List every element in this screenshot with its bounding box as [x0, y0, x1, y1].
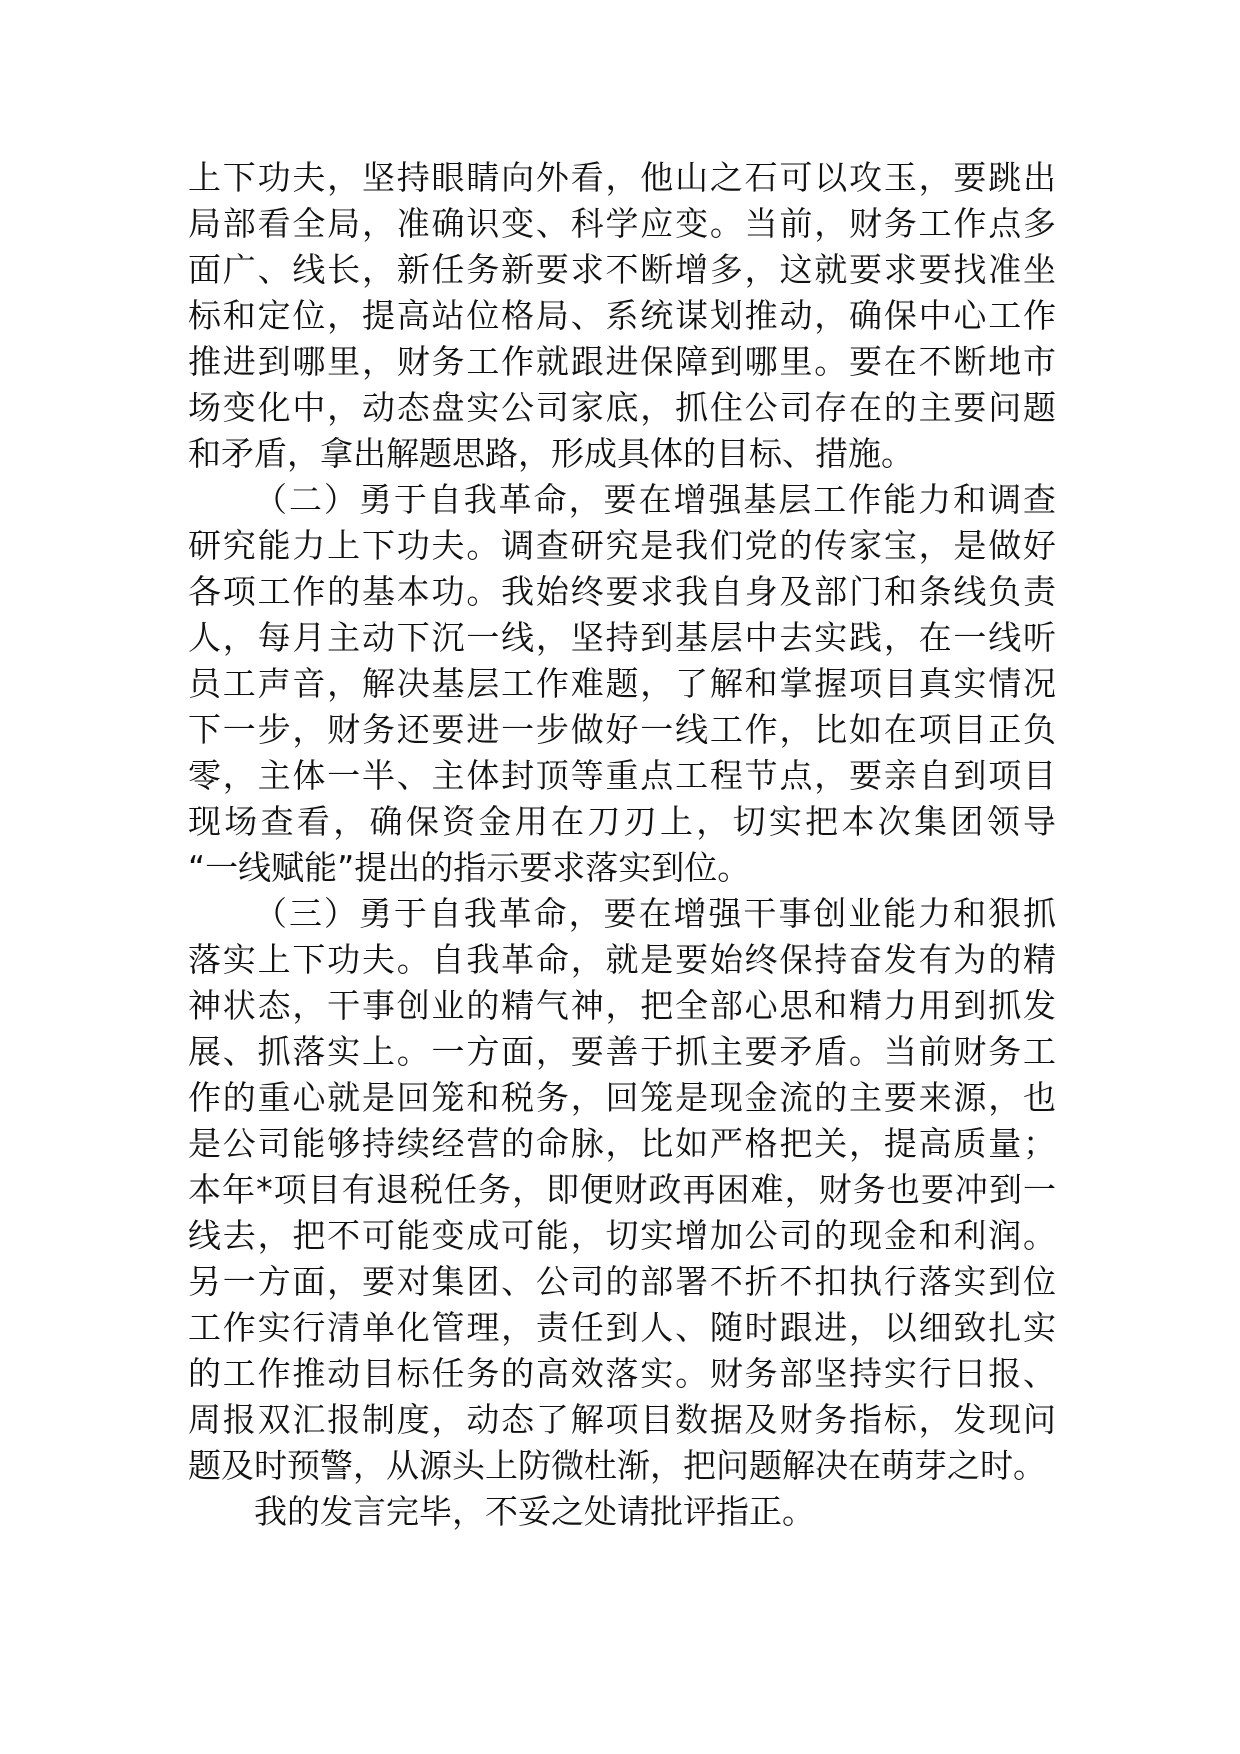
- paragraph: [188, 155, 1056, 477]
- text-line: 推进到哪里，财务工作就跟进保障到哪里。要在不断地市: [188, 342, 1056, 381]
- text-line: 展、抓落实上。一方面，要善于抓主要矛盾。当前财务工: [188, 1032, 1056, 1071]
- text-line: 题及时预警，从源头上防微杜渐，把问题解决在萌芽之时。: [188, 1446, 1046, 1485]
- text-line: （三）勇于自我革命，要在增强干事创业能力和狠抓: [254, 894, 1056, 933]
- text-line: 现场查看，确保资金用在刀刃上，切实把本次集团领导: [188, 802, 1056, 841]
- text-line: 另一方面，要对集团、公司的部署不折不扣执行落实到位: [188, 1262, 1056, 1301]
- text-line: 落实上下功夫。自我革命，就是要始终保持奋发有为的精: [188, 940, 1056, 979]
- text-line: 工作实行清单化管理，责任到人、随时跟进，以细致扎实: [188, 1308, 1056, 1347]
- text-line: 上下功夫，坚持眼睛向外看，他山之石可以攻玉，要跳出: [188, 158, 1056, 197]
- paragraph: [188, 891, 1056, 1489]
- text-line: 各项工作的基本功。我始终要求我自身及部门和条线负责: [188, 572, 1056, 611]
- text-line: 我的发言完毕，不妥之处请批评指正。: [254, 1492, 815, 1531]
- text-line: 线去，把不可能变成可能，切实增加公司的现金和利润。: [188, 1216, 1056, 1255]
- paragraph: [188, 1489, 1056, 1535]
- text-line: 的工作推动目标任务的高效落实。财务部坚持实行日报、: [188, 1354, 1056, 1393]
- text-line: 局部看全局，准确识变、科学应变。当前，财务工作点多: [188, 204, 1056, 243]
- text-line: 神状态，干事创业的精气神，把全部心思和精力用到抓发: [188, 986, 1056, 1025]
- text-line: 周报双汇报制度，动态了解项目数据及财务指标，发现问: [188, 1400, 1056, 1439]
- text-line: 人，每月主动下沉一线，坚持到基层中去实践，在一线听: [188, 618, 1056, 657]
- text-line: 和矛盾，拿出解题思路，形成具体的目标、措施。: [188, 434, 914, 473]
- text-line: 场变化中，动态盘实公司家底，抓住公司存在的主要问题: [188, 388, 1056, 427]
- text-line: “一线赋能”提出的指示要求落实到位。: [188, 848, 751, 887]
- paragraph: [188, 477, 1056, 891]
- document-body: [188, 155, 1056, 1535]
- text-line: 员工声音，解决基层工作难题，了解和掌握项目真实情况: [188, 664, 1056, 703]
- text-line: 下一步，财务还要进一步做好一线工作，比如在项目正负: [188, 710, 1056, 749]
- text-line: 是公司能够持续经营的命脉，比如严格把关，提高质量；: [188, 1124, 1056, 1163]
- text-line: 零，主体一半、主体封顶等重点工程节点，要亲自到项目: [188, 756, 1056, 795]
- text-line: 作的重心就是回笼和税务，回笼是现金流的主要来源，也: [188, 1078, 1056, 1117]
- text-line: 研究能力上下功夫。调查研究是我们党的传家宝，是做好: [188, 526, 1056, 565]
- text-line: 标和定位，提高站位格局、系统谋划推动，确保中心工作: [188, 296, 1056, 335]
- text-line: 本年*项目有退税任务，即便财政再困难，财务也要冲到一: [188, 1170, 1056, 1209]
- text-line: （二）勇于自我革命，要在增强基层工作能力和调查: [254, 480, 1056, 519]
- text-line: 面广、线长，新任务新要求不断增多，这就要求要找准坐: [188, 250, 1056, 289]
